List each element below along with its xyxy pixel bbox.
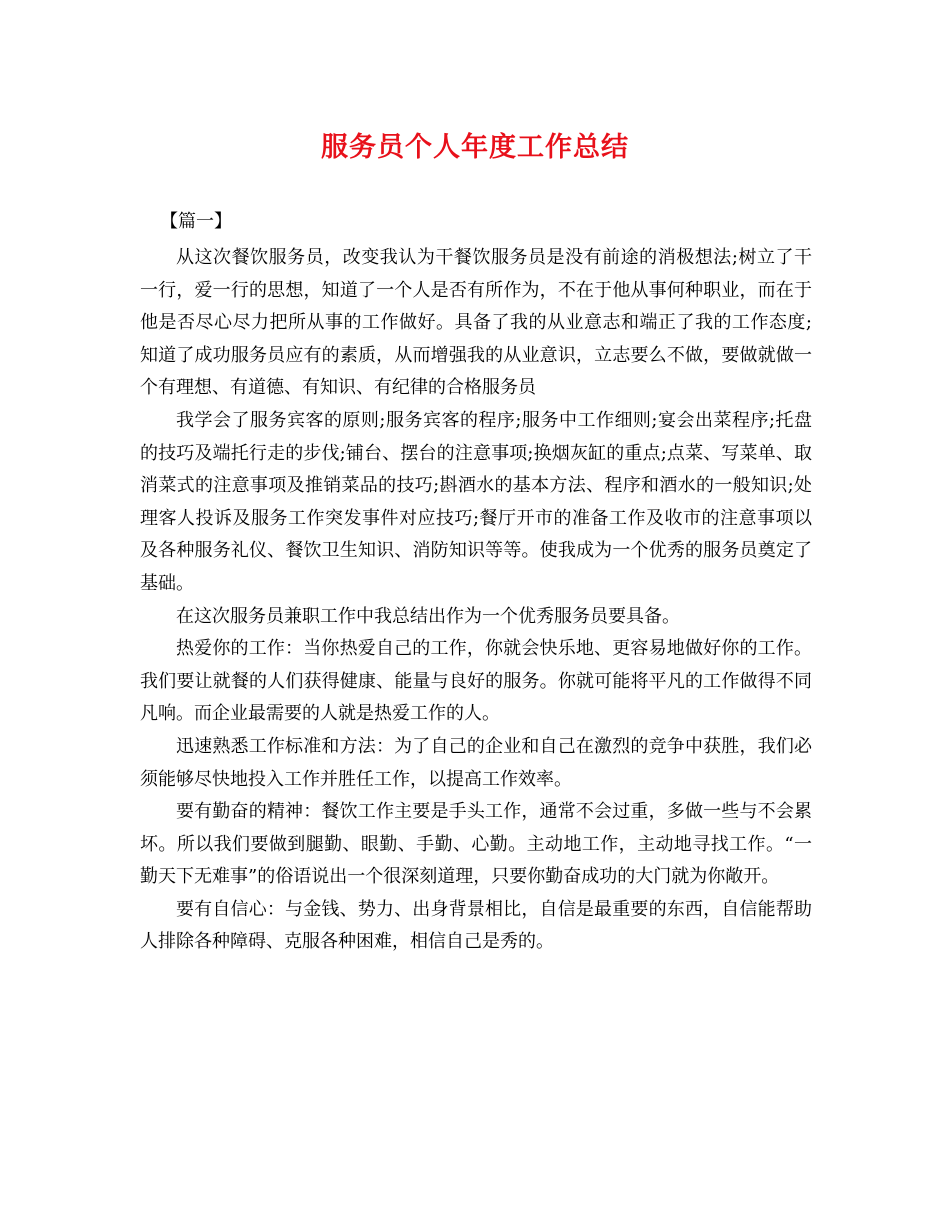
paragraph: 我学会了服务宾客的原则;服务宾客的程序;服务中工作细则;宴会出菜程序;托盘的技巧及端托行走的步伐;铺台、摆台的注意事项;换烟灰缸的重点;点菜、写菜单、取消菜式的注意事项及推销菜品的技巧;斟酒水的基本方法、程序和酒水的一般知识;处理客人投诉及服务工作突发事件对应技巧;餐厅开市的准备工作及收市的注意事项以及各种服务礼仪、餐饮卫生知识、消防知识等等。使我成为一个优秀的服务员奠定了基础。 — [140, 409, 812, 594]
document-body — [140, 242, 812, 959]
paragraph: 迅速熟悉工作标准和方法：为了自己的企业和自己在激烈的竞争中获胜，我们必须能够尽快地投入工作并胜任工作，以提高工作效率。 — [140, 735, 812, 790]
paragraph: 热爱你的工作：当你热爱自己的工作，你就会快乐地、更容易地做好你的工作。我们要让就餐的人们获得健康、能量与良好的服务。你就可能将平凡的工作做得不同凡响。而企业最需要的人就是热爱工作的人。 — [140, 638, 812, 725]
paragraph: 要有自信心：与金钱、势力、出身背景相比，自信是最重要的东西，自信能帮助人排除各种障碍、克服各种困难，相信自己是秀的。 — [140, 898, 812, 953]
paragraph: 要有勤奋的精神：餐饮工作主要是手头工作，通常不会过重，多做一些与不会累坏。所以我们要做到腿勤、眼勤、手勤、心勤。主动地工作，主动地寻找工作。“一勤天下无难事”的俗语说出一个很深刻道理，只要你勤奋成功的大门就为你敞开。 — [140, 801, 812, 888]
section-label: 【篇一】 — [160, 211, 232, 232]
paragraph: 从这次餐饮服务员，改变我认为干餐饮服务员是没有前途的消极想法;树立了干一行，爱一行的思想，知道了一个人是否有所作为，不在于他从事何种职业，而在于他是否尽心尽力把所从事的工作做好。具备了我的从业意志和端正了我的工作态度;知道了成功服务员应有的素质，从而增强我的从业意识，立志要么不做，要做就做一个有理想、有道德、有知识、有纪律的合格服务员 — [140, 247, 812, 399]
document-title: 服务员个人年度工作总结 — [321, 132, 629, 163]
paragraph: 在这次服务员兼职工作中我总结出作为一个优秀服务员要具备。 — [176, 605, 680, 627]
